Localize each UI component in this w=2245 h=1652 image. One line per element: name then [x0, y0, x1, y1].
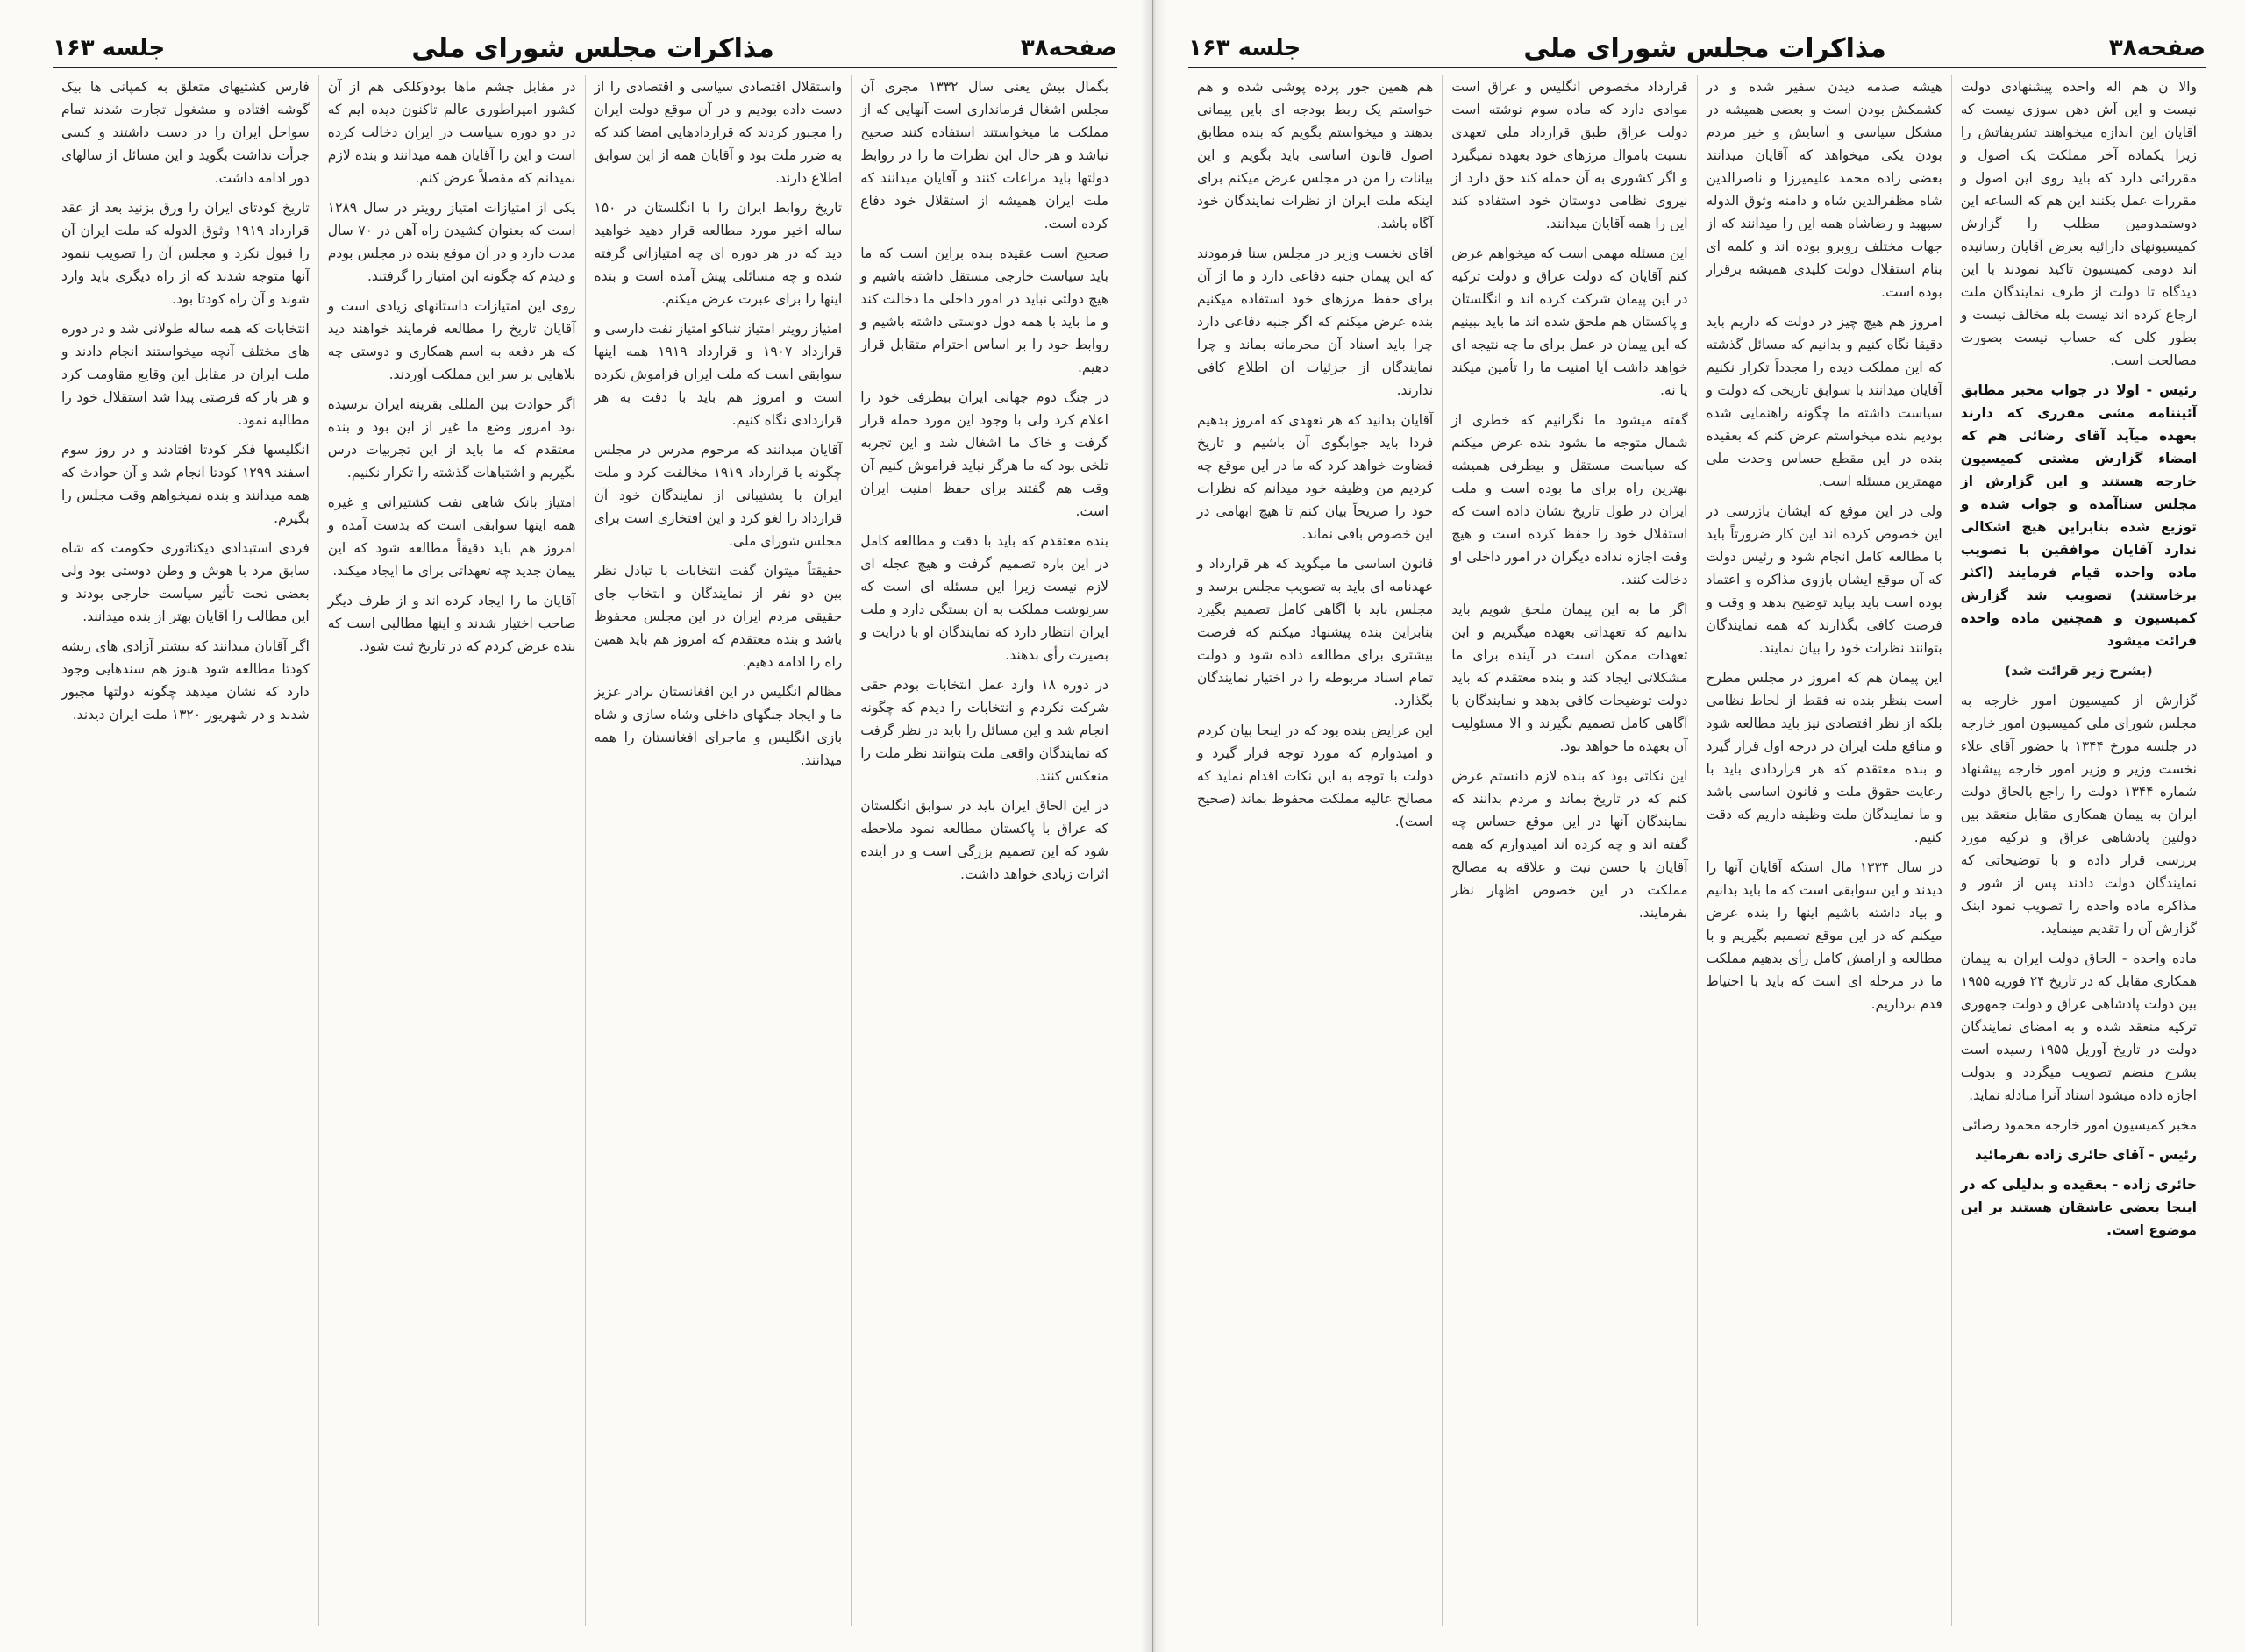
body-paragraph: تاریخ کودتای ایران را ورق بزنید بعد از عقد قرارداد ۱۹۱۹ وثوق الدوله که ملت ایران آن را قبول نکرد و مجلس آن را تصویب ننمود آنها متوجه شدند که از راه دیگری باید وارد شوند و آن راه کودتا بود. [61, 200, 310, 307]
body-paragraph: اگر حوادث بین المللی بقرینه ایران نرسیده بود امروز وضع ما غیر از این بود و بنده معتقدم که ما باید از این تجربیات درس بگیریم و اشتباهات گذشته را تکرار نکنیم. [327, 396, 576, 481]
left-page-column [585, 75, 852, 1626]
right-page-column [1697, 75, 1951, 1626]
left-page-column [318, 75, 585, 1626]
body-paragraph: بگمال بیش یعنی سال ۱۳۳۲ مجری آن مجلس اشغال فرمانداری است آنهایی که از مملکت ما میخواستند استفاده کنند صحیح نباشد و هر حال این نظرات ما را در روابط دولتها باید مراعات کنند و آقایان میدانند که ملت ایران همیشه از استقلال خود دفاع کرده است. [860, 79, 1108, 231]
body-paragraph: آقای نخست وزیر در مجلس سنا فرمودند که این پیمان جنبه دفاعی دارد و ما از آن برای حفظ مرزهای خود استفاده میکنیم بنده عرض میکنم که اگر جنبه دفاعی دارد چرا باید اسناد آن محرمانه بماند و چرا نمایندگان از جزئیات آن اطلاع کافی ندارند. [1197, 246, 1434, 398]
body-paragraph: یکی از امتیازات امتیاز رویتر در سال ۱۲۸۹ است که بعنوان کشیدن راه آهن در ۷۰ سال مدت دارد و در آن موقع بنده در مجلس بودم و دیدم که چگونه این امتیاز را گرفتند. [327, 200, 576, 284]
body-paragraph: اگر آقایان میدانند که بیشتر آزادی های ریشه کودتا مطالعه شود هنوز هم سندهایی وجود دارد که نشان میدهد چگونه دولتها مجبور شدند و در شهریور ۱۳۲۰ ملت ایران دیدند. [61, 638, 310, 723]
body-paragraph: در جنگ دوم جهانی ایران بیطرفی خود را اعلام کرد ولی با وجود این مورد حمله قرار گرفت و خاک ما اشغال شد و این تجربه تلخی بود که ما هرگز نباید فراموش کنیم آن وقت هم گفتند برای حفظ امنیت ایران است. [860, 389, 1108, 519]
right-page-column [1442, 75, 1696, 1626]
centered-note: (بشرح زیر قرائت شد) [2005, 663, 2153, 679]
left-page-columns [53, 75, 1117, 1626]
body-paragraph: ماده واحده - الحاق دولت ایران به پیمان همکاری مقابل که در تاریخ ۲۴ فوریه ۱۹۵۵ بین دولت پادشاهی عراق و دولت جمهوری ترکیه منعقد شده و به امضای نمایندگان دولت در تاریخ آوریل ۱۹۵۵ رسیده است بشرح منضم تصویب میگردد و بدولت اجازه داده میشود اسناد آنرا مبادله نماید. [1960, 951, 2197, 1103]
body-paragraph: قانون اساسی ما میگوید که هر قرارداد و عهدنامه ای باید به تصویب مجلس برسد و مجلس باید با آگاهی کامل تصمیم بگیرد بنابراین بنده پیشنهاد میکنم که فرصت بیشتری برای مطالعه داده شود و دولت تمام اسناد مربوطه را در اختیار نمایندگان بگذارد. [1197, 556, 1434, 709]
body-paragraph: امتیاز بانک شاهی نفت کشتیرانی و غیره همه اینها سوابقی است که بدست آمده و امروز هم باید دقیقاً مطالعه شود که این پیمان جدید چه تعهداتی برای ما ایجاد میکند. [327, 495, 576, 579]
left-page-title: مذاکرات مجلس شورای ملی [411, 32, 774, 64]
body-paragraph: گفته میشود ما نگرانیم که خطری از شمال متوجه ما بشود بنده عرض میکنم که سیاست مستقل و بیطرفی همیشه بهترین راه برای ما بوده است و ملت ایران در طول تاریخ نشان داده است که استقلال خود را حفظ کرده است و هیچ وقت اجازه نداده دیگران در امور داخلی او دخالت کنند. [1451, 412, 1688, 587]
body-paragraph: هم همین جور پرده پوشی شده و هم خواستم یک ربط بودجه ای باین پیمانی بدهند و میخواستم بگویم که بنده مطابق اصول قانون اساسی باید بگویم و این بیانات را من در مجلس عرض میکنم برای اینکه ملت ایران از نظرات نمایندگان خود آگاه باشد. [1197, 79, 1434, 231]
body-paragraph: تاریخ روابط ایران را با انگلستان در ۱۵۰ ساله اخیر مورد مطالعه قرار دهید خواهید دید که در هر دوره ای چه امتیازاتی گرفته شده و چه مسائلی پیش آمده است و بنده اینها را برای عبرت عرض میکنم. [594, 200, 843, 307]
body-paragraph: صحیح است عقیده بنده براین است که ما باید سیاست خارجی مستقل داشته باشیم و هیچ دولتی نباید در امور داخلی ما دخالت کند و ما باید با همه دول دوستی داشته باشیم و روابط خود را بر اساس احترام متقابل قرار دهیم. [860, 246, 1108, 375]
right-page-header [1188, 33, 2206, 68]
body-paragraph: در سال ۱۳۳۴ مال استکه آقایان آنها را دیدند و این سوابقی است که ما باید بدانیم و بیاد داشته باشیم اینها را بنده عرض میکنم که در این موقع تصمیم بگیریم و با مطالعه و آرامش کامل رأی بدهیم مملکت ما در مرحله ای است که باید با احتیاط قدم برداریم. [1706, 859, 1942, 1012]
page-fold-shadow [1140, 0, 1166, 1652]
body-paragraph: آقایان ما را ایجاد کرده اند و از طرف دیگر صاحب اختیار شدند و اینها مطالبی است که بنده عرض کردم که در تاریخ ثبت شود. [327, 593, 576, 654]
body-paragraph: قرارداد مخصوص انگلیس و عراق است موادی دارد که ماده سوم نوشته است دولت عراق طبق قرارداد ملی تعهدی نسبت باموال مرزهای خود بعهده نمیگیرد و اگر کشوری به آن حمله کند حق دارد از نیروی نظامی دوستان خود استفاده کند این را همه آقایان میدانند. [1451, 79, 1688, 231]
left-page-header [53, 33, 1117, 68]
body-paragraph: واستقلال اقتصادی سیاسی و اقتصادی را از دست داده بودیم و در آن موقع دولت ایران را مجبور کردند که قراردادهایی امضا کند که به ضرر ملت بود و آقایان همه از این سوابق اطلاع دارند. [594, 79, 843, 186]
body-paragraph: ولی در این موقع که ایشان بازرسی در این خصوص کرده اند این کار ضرورتاً باید با مطالعه کامل انجام شود و رئیس دولت که آن موقع ایشان بازوی مذاکره و اعتماد بوده است باید بیاید توضیح بدهد و وقت و فرصت کافی بگذارند که همه نمایندگان بتوانند نظرات خود را بیان نمایند. [1706, 503, 1942, 656]
body-paragraph: این نکاتی بود که بنده لازم دانستم عرض کنم که در تاریخ بماند و مردم بدانند که نمایندگان آنها در این موقع حساس چه گفته اند و چه کرده اند امیدوارم که همه آقایان با حسن نیت و علاقه به مصالح مملکت در این خصوص اظهار نظر بفرمایند. [1451, 768, 1688, 921]
body-paragraph: روی این امتیازات داستانهای زیادی است و آقایان تاریخ را مطالعه فرمایند خواهند دید که هر دفعه به اسم همکاری و دوستی چه بلاهایی بر سر این مملکت آوردند. [327, 298, 576, 382]
right-page-title: مذاکرات مجلس شورای ملی [1523, 32, 1886, 64]
body-paragraph: آقایان بدانید که هر تعهدی که امروز بدهیم فردا باید جوابگوی آن باشیم و تاریخ قضاوت خواهد کرد که ما در این موقع چه کردیم من وظیفه خود میدانم که نظرات خود را صریحاً بیان کنم تا هیچ ابهامی در این خصوص باقی نماند. [1197, 412, 1434, 542]
body-paragraph: این پیمان هم که امروز در مجلس مطرح است بنظر بنده نه فقط از لحاظ نظامی بلکه از نظر اقتصادی نیز باید مطالعه شود و منافع ملت ایران در درجه اول قرار گیرد و بنده معتقدم که هر قراردادی باید با رعایت حقوق ملت و قانون اساسی باشد و ما نمایندگان ملت وظیفه داریم که دقت کنیم. [1706, 670, 1942, 845]
right-page-session: جلسه ۱۶۳ [1188, 35, 1301, 61]
right-page [1153, 0, 2245, 1652]
right-page-label: صفحه۳۸ [2108, 35, 2206, 61]
body-paragraph: آقایان میدانند که مرحوم مدرس در مجلس چگونه با قرارداد ۱۹۱۹ مخالفت کرد و ملت ایران با پشتیبانی از نمایندگان خود آن قرارداد را لغو کرد و این افتخاری است برای مجلس شورای ملی. [594, 442, 843, 549]
body-paragraph: در این الحاق ایران باید در سوابق انگلستان که عراق با پاکستان مطالعه نمود ملاحظه شود که این تصمیم بزرگی است و در آینده اثرات زیادی خواهد داشت. [860, 798, 1108, 882]
body-paragraph: اگر ما به این پیمان ملحق شویم باید بدانیم که تعهداتی بعهده میگیریم و این تعهدات ممکن است در آینده برای ما مشکلاتی ایجاد کند و بنده معتقدم که باید دولت توضیحات کافی بدهد و نمایندگان با آگاهی کامل تصمیم بگیرند و الا مسئولیت آن بعهده ما خواهد بود. [1451, 602, 1688, 754]
body-paragraph: هیشه صدمه دیدن سفیر شده و در کشمکش بودن است و بعضی همیشه در مشکل سیاسی و آسایش و خیر مردم بودن یکی میخواهد که آقایان میدانند بعضی زاده محمد علیمیرزا و ناصرالدین شاه مظفرالدین شاه و دامنه وثوق الدوله سپهبد و رضاشاه همه این را میدانند که از جهات مختلف روبرو بوده اند و کلمه ای بنام استقلال دولت کلیدی همیشه برقرار بوده است. [1706, 79, 1942, 300]
body-paragraph: والا ن هم اله واحده پیشنهادی دولت نیست و این آش دهن سوزی نیست که آقایان این اندازه میخواهند تشریفاتش را زیرا یکماده آخر مملکت یک اصول و مقرراتی دارد که باید روی این اصول و مقررات عمل بکنند این هم که الساعه این دوستمدومین مطلب را گزارش کمیسیونهای دارائیه بعرض آقایان رسانیده اند دومی کمیسیون تاکید نمودند با این دیدگاه تا دولت از طرف نمایندگان ملت ارجاع کرده اند نیست بله مخالف نیست و بطور کلی که حساب نیست بصورت مصالحت است. [1960, 79, 2197, 368]
left-page-column [53, 75, 318, 1626]
body-paragraph: بنده معتقدم که باید با دقت و مطالعه کامل در این باره تصمیم گرفت و هیچ عجله ای لازم نیست زیرا این مسئله ای است که سرنوشت مملکت به آن بستگی دارد و ملت ایران انتظار دارد که نمایندگان او با درایت و بصیرت رأی بدهند. [860, 533, 1108, 663]
body-paragraph: انگلیسها فکر کودتا افتادند و در روز سوم اسفند ۱۲۹۹ کودتا انجام شد و آن حوادث که همه میدانند و بنده نمیخواهم وقت مجلس را بگیرم. [61, 442, 310, 526]
body-paragraph: فردی استبدادی دیکتاتوری حکومت که شاه سابق مرد با هوش و وطن دوستی بود ولی بعضی تحت تأثیر سیاست خارجی بودند و این مطالب را آقایان بهتر از بنده میدانند. [61, 540, 310, 624]
body-paragraph: مظالم انگلیس در این افغانستان برادر عزیز ما و ایجاد جنگهای داخلی وشاه سازی و شاه بازی انگلیس و ماجرای افغانستان را همه میدانند. [594, 684, 843, 768]
right-page-column [1188, 75, 1442, 1626]
left-page-session: جلسه ۱۶۳ [53, 35, 166, 61]
body-paragraph: گزارش از کمیسیون امور خارجه به مجلس شورای ملی کمیسیون امور خارجه در جلسه مورخ ۱۳۴۴ با حضور آقای علاء نخست وزیر و وزیر امور خارجه پیشنهاد شماره ۱۳۴۴ دولت را راجع بالحاق دولت ایران به پیمان همکاری مقابل منعقد بین دولتین پادشاهی عراق و ترکیه مورد بررسی قرار داده و با توضیحاتی که نمایندگان دولت دادند پس از شور و مذاکره ماده واحده را تصویب نمود اینک گزارش آن را تقدیم مینماید. [1960, 693, 2197, 936]
body-paragraph: این عرایض بنده بود که در اینجا بیان کردم و امیدوارم که مورد توجه قرار گیرد و دولت با توجه به این نکات اقدام نماید که مصالح عالیه مملکت محفوظ بماند (صحیح است). [1197, 723, 1434, 830]
body-paragraph: مخبر کمیسیون امور خارجه محمود رضائی [1962, 1117, 2197, 1133]
body-paragraph: این مسئله مهمی است که میخواهم عرض کنم آقایان که دولت عراق و دولت ترکیه در این پیمان شرکت کرده اند و انگلستان و پاکستان هم ملحق شده اند ما باید ببینیم که این پیمان در عمل برای ما چه نتیجه ای خواهد داشت آیا امنیت ما را تأمین میکند یا نه. [1451, 246, 1688, 398]
body-paragraph: انتخابات که همه ساله طولانی شد و در دوره های مختلف آنچه میخواستند انجام دادند و ملت ایران در مقابل این وقایع مقاومت کرد و هر بار که فرصتی پیدا شد استقلال خود را مطالبه نمود. [61, 321, 310, 428]
right-page-column [1951, 75, 2206, 1626]
speaker-paragraph: رئیس - آقای حائری زاده بفرمائید [1974, 1147, 2197, 1163]
left-page-label: صفحه۳۸ [1020, 35, 1117, 61]
body-paragraph: امروز هم هیچ چیز در دولت که داریم باید دقیقا نگاه کنیم و بدانیم که مسائل گذشته که این مملکت دیده را مجدداً تکرار نکنیم آقایان میدانند با سوابق تاریخی که دولت و سیاست داشته ما چگونه راهنمایی شده بودیم بنده میخواستم عرض کنم که بعقیده بنده در این مقطع حساس وحدت ملی مهمترین مسئله است. [1706, 314, 1942, 489]
body-paragraph: فارس کشتیهای متعلق به کمپانی ها بیک گوشه افتاده و مشغول تجارت شدند تمام سواحل ایران را در دست داشتند و کسی جرأت نداشت بگوید و این مسائل از سالهای دور ادامه داشت. [61, 79, 310, 186]
speaker-paragraph: رئیس - اولا در جواب مخبر مطابق آئیننامه مشی مقرری که دارند بعهده میآید آقای رضائی هم که امضاء گزارش مشتی کمیسیون خارجه هستند و این گزارش از مجلس سناآمده و جواب شده و توزیع شده بنابراین هیچ اشکالی ندارد آقایان موافقین با تصویب ماده واحده قیام فرمایند (اکثر برخاستند) تصویب شد گزارش کمیسیون و همچنین ماده واحده قرائت میشود [1960, 382, 2197, 649]
body-paragraph: در مقابل چشم ماها بودوکلکی هم از آن کشور امپراطوری عالم تاکنون دیده ایم که در دو دوره سیاست در ایران دخالت کرده است و این را آقایان همه میدانند و بنده لازم نمیدانم که مفصلاً عرض کنم. [327, 79, 576, 186]
body-paragraph: حقیقتاً میتوان گفت انتخابات با تبادل نظر بین دو نفر از نمایندگان و انتخاب جای حقیقی مردم ایران در این مجلس محفوظ باشد و بنده معتقدم که امروز هم باید همین راه را ادامه دهیم. [594, 563, 843, 670]
left-page-column [851, 75, 1117, 1626]
right-page-columns [1188, 75, 2206, 1626]
body-paragraph: امتیاز رویتر امتیاز تنباکو امتیاز نفت دارسی و قرارداد ۱۹۰۷ و قرارداد ۱۹۱۹ همه اینها سوابقی است که ملت ایران فراموش نکرده است و امروز هم باید با دقت به هر قراردادی نگاه کنیم. [594, 321, 843, 428]
body-paragraph: در دوره ۱۸ وارد عمل انتخابات بودم حقی شرکت نکردم و انتخابات را دیدم که چگونه انجام شد و این مسائل را باید در نظر گرفت که نمایندگان واقعی ملت بتوانند نظر ملت را منعکس کنند. [860, 677, 1108, 784]
speaker-paragraph: حائری زاده - بعقیده و بدلیلی که در اینجا بعضی عاشقان هستند بر این موضوع است. [1960, 1177, 2197, 1238]
